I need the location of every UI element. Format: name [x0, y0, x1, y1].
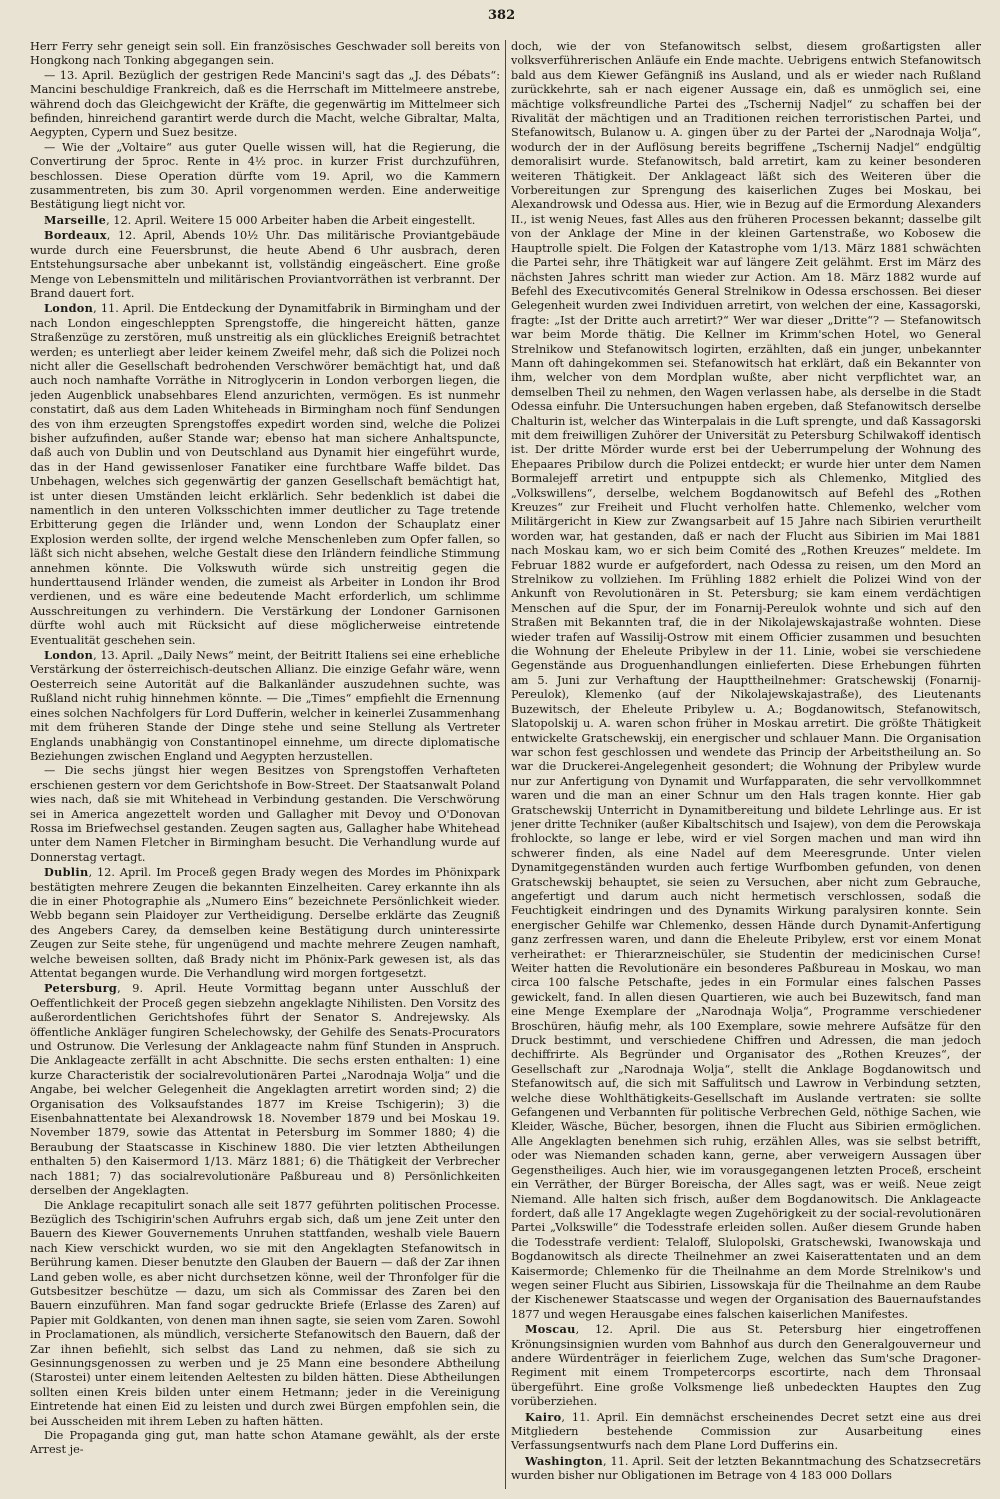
paragraph: Petersburg, 9. April. Heute Vormittag begann unter Ausschluß der Oeffentlichkeit der Proceß gegen siebzehn angeklagte Nihilisten. Den Vorsitz des außerordentlichen Gerichtshofes führt der Senator S. Andrejewsky. Als öffentliche Ankläger fungiren Schelechowsky, der Gehilfe des Senats-Procurators und Ostrunow. Die Verlesung der Anklageacte nahm fünf Stunden in Anspruch. Die Anklageacte zerfällt in acht Abschnitte. Die sechs ersten enthalten: 1) eine kurze Characteristik der socialrevolutionären Partei „Narodnaja Wolja“ und die Angabe, bei welcher Gelegenheit die Angeklagten arretirt worden sind; 2) die Organisation des Volksaufstandes 1877 im Kreise Tschigerin); 3) die Eisenbahnattentate bei Alexandrowsk 18. November 1879 und bei Moskau 19. November 1879, sowie das Attentat in Petersburg im Sommer 1880; 4) die Beraubung der Staatscasse in Kischinew 1880. Die vier letzten Abtheilungen enthalten 5) den Kaisermord 1/13. März 1881; 6) die Thätigkeit der Verbrecher nach 1881; 7) das socialrevolutionäre Paßbureau und 8) Persönlichkeiten derselben der Angeklagten.	[30, 981, 500, 1198]
dateline: Bordeaux	[44, 228, 107, 243]
dateline: London	[44, 648, 94, 663]
paragraph: Die Anklage recapitulirt sonach alle seit 1877 geführten politischen Processe. Bezüglich des Tschigirin'schen Aufruhrs ergab sich, daß um jene Zeit unter den Bauern des Kiewer Gouvernements Unruhen stattfanden, weshalb viele Bauern nach Kiew verschickt wurden, wo sie mit den Angeklagten Stefanowitsch in Berührung kamen. Dieser benutzte den Glauben der Bauern — daß der Zar ihnen Land geben wolle, es aber nicht durchsetzen könne, weil der Thronfolger für die Gutsbesitzer beschütze — dazu, um sich als Commissar des Zaren bei den Bauern einzuführen. Man fand sogar gedruckte Briefe (Erlasse des Zaren) auf Papier mit Goldkanten, von denen man ihnen sagte, sie seien vom Zaren. Sowohl in Proclamationen, als mündlich, versicherte Stefanowitsch den Bauern, daß der Zar ihnen befiehlt, sich selbst das Land zu nehmen, daß sie sich zu Gesinnungsgenossen zu werben und je 25 Mann eine besondere Abtheilung (Starostei) unter einem leitenden Aeltesten zu bilden hätten. Diese Abtheilungen sollten einen Kreis bilden unter einem Hetmann; jeder in die Vereinigung Eintretende hat einen Eid zu leisten und durch zwei Bürgen empfohlen sein, die bei Ausscheiden mit ihrem Leben zu haften hätten.	[30, 1198, 500, 1428]
paragraph: Washington, 11. April. Seit der letzten Bekanntmachung des Schatzsecretärs wurden bisher nur Obligationen im Betrage von 4 183 000 Dollars	[511, 1453, 981, 1483]
dateline: Marseille	[44, 212, 107, 227]
right-column	[511, 40, 981, 1489]
dateline: London	[44, 301, 94, 316]
left-column	[30, 40, 500, 1489]
paragraph: — Die sechs jüngst hier wegen Besitzes von Sprengstoffen Verhafteten erschienen gestern vor dem Gerichtshofe in Bow-Street. Der Staatsanwalt Poland wies nach, daß sie mit Whitehead in Verbindung gestanden. Die Verschwörung sei in America angezettelt worden und Gallagher mit Devoy und O'Donovan Rossa im Briefwechsel gestanden. Zeugen sagten aus, Gallagher habe Whitehead unter dem Namen Fletcher in Birmingham besucht. Die Verhandlung wurde auf Donnerstag vertagt.	[30, 764, 500, 864]
paragraph: Moscau, 12. April. Die aus St. Petersburg hier eingetroffenen Krönungsinsignien wurden vom Bahnhof aus durch den Generalgouverneur und andere Würdenträger in feierlichem Zuge, welchen das Sum'sche Dragoner-Regiment mit einem Trompetercorps escortirte, nach dem Thronsaal übergeführt. Eine große Volksmenge ließ unbedeckten Hauptes den Zug vorüberziehen.	[511, 1322, 981, 1409]
paragraph: Die Propaganda ging gut, man hatte schon Atamane gewählt, als der erste Arrest je-	[30, 1429, 500, 1457]
dateline: Kairo	[525, 1409, 562, 1424]
columns	[30, 40, 980, 1489]
paragraph: London, 13. April. „Daily News“ meint, der Beitritt Italiens sei eine erhebliche Verstärkung der österreichisch-deutschen Allianz. Die einzige Gefahr wäre, wenn Oesterreich seine Autorität auf die Balkanländer auszudehnen suchte, was Rußland nicht ruhig hinnehmen könnte. — Die „Times“ empfiehlt die Ernennung eines solchen Nachfolgers für Lord Dufferin, welcher in keinerlei Zusammenhang mit dem früheren Stande der Dinge stehe und seine Stellung als Vertreter Englands unabhängig von Constantinopel einnehme, um directe diplomatische Beziehungen zwischen England und Aegypten herzustellen.	[30, 648, 500, 763]
column-divider	[505, 40, 506, 1489]
dateline: Dublin	[44, 865, 89, 880]
paragraph: London, 11. April. Die Entdeckung der Dynamitfabrik in Birmingham und der nach London eingeschleppten Sprengstoffe, die hingereicht hätten, ganze Straßenzüge zu zerstören, muß unstreitig als ein glückliches Ereigniß betrachtet werden; es unterliegt aber leider keinem Zweifel mehr, daß sich die Polizei noch nicht aller die Gesellschaft bedrohenden Verschwörer bemächtigt hat, und daß auch noch namhafte Vorräthe in Nitroglycerin in London verborgen liegen, die jeden Augenblick unabsehbares Elend anzurichten, vermögen. Es ist nunmehr constatirt, daß aus dem Laden Whiteheads in Birmingham noch fünf Sendungen des von ihm erzeugten Sprengstoffes expedirt worden sind, welche die Polizei bisher aufzufinden, außer Stande war; ebenso hat man sichere Anhaltspuncte, daß auch von Dublin und von Deutschland aus Dynamit hier eingeführt wurde, das in der Hand gewissenloser Fanatiker eine furchtbare Waffe bildet. Das Unbehagen, welches sich gegenwärtig der ganzen Gesellschaft bemächtigt hat, ist unter diesen Umständen leicht erklärlich. Sehr bedenklich ist dabei die namentlich in den unteren Volksschichten immer deutlicher zu Tage tretende Erbitterung gegen die Irländer und, wenn London der Schauplatz einer Explosion werden sollte, der irgend welche Menschenleben zum Opfer fallen, so läßt sich nicht absehen, welche Gestalt diese den Irländern feindliche Stimmung annehmen könnte. Die Volkswuth würde sich unstreitig gegen die hunderttausend Irländer wenden, die zumeist als Arbeiter in London ihr Brod verdienen, und es wäre eine bedeutende Macht erforderlich, um schlimme Ausschreitungen zu verhindern. Die Verstärkung der Londoner Garnisonen dürfte wohl auch mit Rücksicht auf diese möglicherweise eintretende Eventualität geschehen sein.	[30, 301, 500, 647]
dateline: Washington	[525, 1453, 603, 1468]
paragraph: — 13. April. Bezüglich der gestrigen Rede Mancini's sagt das „J. des Débats“: Mancini beschuldige Frankreich, daß es die Herrschaft im Mittelmeere anstrebe, während doch das Gleichgewicht der Kräfte, die gegenwärtig im Mittelmeer sich befinden, hinreichend garantirt werde durch die Macht, welche Gibraltar, Malta, Aegypten, Cypern und Suez besitze.	[30, 68, 500, 140]
paragraph: Dublin, 12. April. Im Proceß gegen Brady wegen des Mordes im Phönixpark bestätigten mehrere Zeugen die bekannten Einzelheiten. Carey erkannte ihn als die in einer Photographie als „Numero Eins“ bezeichnete Persönlichkeit wieder. Webb begann sein Plaidoyer zur Vertheidigung. Derselbe erklärte das Zeugniß des Angebers Carey, da demselben keine Bestätigung durch uninteressirte Zeugen zur Seite stehe, für ungenügend und machte mehrere Zeugen namhaft, welche beweisen sollten, daß Brady nicht im Phönix-Park gewesen ist, als das Attentat begangen wurde. Die Verhandlung wird morgen fortgesetzt.	[30, 865, 500, 980]
dateline: Petersburg	[44, 981, 118, 996]
paragraph: doch, wie der von Stefanowitsch selbst, diesem großartigsten aller volksverführerischen Anläufe ein Ende machte. Uebrigens entwich Stefanowitsch bald aus dem Kiewer Gefängniß ins Ausland, und als er wieder nach Rußland zurückkehrte, sah er nach eigener Aussage ein, daß es unmöglich sei, eine mächtige volksfreundliche Partei des „Tschernij Nadjel“ zu schaffen bei der Rivalität der mächtigen und an Traditionen reichen terroristischen Partei, und Stefanowitsch, Bulanow u. A. gingen über zu der Partei der „Narodnaja Wolja“, wodurch der in der Auflösung bereits begriffene „Tschernij Nadjel“ endgültig demoralisirt wurde. Stefanowitsch, bald arretirt, kam zu keiner besonderen weiteren Thätigkeit. Der Anklageact läßt sich des Weiteren über die Vorbereitungen zur Sprengung des kaiserlichen Zuges bei Moskau, bei Alexandrowsk und Odessa aus. Hier, wie in Bezug auf die Ermordung Alexanders II., ist wenig Neues, fast Alles aus den früheren Processen bekannt; dasselbe gilt von der Anklage der Mine in der kleinen Gartenstraße, wo Kobosew die Hauptrolle spielt. Die Folgen der Katastrophe vom 1/13. März 1881 schwächten die Partei sehr, ihre Thätigkeit war auf längere Zeit gelähmt. Erst im März des nächsten Jahres schritt man wieder zur Action. Am 18. März 1882 wurde auf Befehl des Executivcomités General Strelnikow in Odessa erschossen. Bei dieser Gelegenheit wurden zwei Individuen arretirt, von welchen der eine, Kassagorski, fragte: „Ist der Dritte auch arretirt?“ Wer war dieser „Dritte“? — Stefanowitsch war beim Morde thätig. Die Kellner im Krimm'schen Hotel, wo General Strelnikow und Stefanowitsch logirten, erzählten, daß ein junger, unbekannter Mann oft dahingekommen sei. Stefanowitsch hat erklärt, daß ein Bekannter von ihm, welcher von dem Mordplan wußte, aber nicht verpflichtet war, an demselben Theil zu nehmen, den Wagen verlassen habe, als derselbe in die Stadt Odessa einfuhr. Die Untersuchungen haben ergeben, daß Stefanowitsch derselbe Chalturin ist, welcher das Winterpalais in die Luft sprengte, und daß Kassagorski mit dem freiwilligen Zuhörer der Universität zu Petersburg Schilwakoff identisch ist. Der dritte Mörder wurde erst bei der Ueberrumpelung der Wohnung des Ehepaares Pribilow durch die Polizei entdeckt; er wurde hier unter dem Namen Bormalejeff arretirt und entpuppte sich als Chlemenko, Mitglied des „Volkswillens“, derselbe, welchem Bogdanowitsch auf Befehl des „Rothen Kreuzes“ zur Freiheit und Flucht verholfen hatte. Chlemenko, welcher vom Militärgericht in Kiew zur Zwangsarbeit auf 15 Jahre nach Sibirien verurtheilt worden war, hat gestanden, daß er nach der Flucht aus Sibirien im Mai 1881 nach Moskau kam, wo er sich beim Comité des „Rothen Kreuzes“ meldete. Im Februar 1882 wurde er aufgefordert, nach Odessa zu reisen, um den Mord an Strelnikow zu vollziehen. Im Frühling 1882 erhielt die Polizei Wind von der Ankunft von Revolutionären in St. Petersburg; sie kam einem verdächtigen Menschen auf die Spur, der im Fonarnij-Pereulok wohnte und sich auf den Straßen mit Bekannten traf, die in der Nikolajewskajastraße wohnten. Diese wieder trafen auf Wassilij-Ostrow mit einem Officier zusammen und besuchten die Wohnung der Eheleute Pribylew in der 11. Linie, wobei sie verschiedene Gegenstände aus Droguenhandlungen einlieferten. Diese Erhebungen führten am 5. Juni zur Verhaftung der Haupttheilnehmer: Gratschewskij (Fonarnij-Pereulok), Klemenko (auf der Nikolajewskajastraße), des Lieutenants Buzewitsch, der Eheleute Pribylew u. A.; Bogdanowitsch, Stefanowitsch, Slatopolskij u. A. waren schon früher in Moskau arretirt. Die größte Thätigkeit entwickelte Gratschewskij, ein energischer und schlauer Mann. Die Organisation war schon fest geschlossen und wendete das Princip der Arbeitstheilung an. So war die Druckerei-Angelegenheit gesondert; die Wohnung der Pribylew wurde nur zur Anfertigung von Dynamit und Wurfapparaten, die sehr vervollkommnet waren und die man an einer Schnur um den Hals tragen konnte. Hier gab Gratschewskij Unterricht in Dynamitbereitung und bildete Lehrlinge aus. Er ist jener dritte Techniker (außer Kibaltschitsch und Isajew), von dem die Perowskaja frohlockte, so lange er lebe, wird er viel Sorgen machen und man wird ihn schwerer finden, als eine Nadel auf dem Meeresgrunde. Unter vielen Dynamitgegenständen wurden auch fertige Wurfbomben gefunden, von denen Gratschewskij behauptet, sie seien zu Versuchen, aber nicht zum Gebrauche, angefertigt und darum auch nicht hermetisch verschlossen, sodaß die Feuchtigkeit eindringen und des Dynamits Wirkung paralysiren konnte. Sein energischer Gehilfe war Chlemenko, dessen Hände durch Dynamit-Anfertigung ganz zerfressen waren, und dann die Eheleute Pribylew, erst vor einem Monat verheirathet: er Thierarzneischüler, sie Studentin der medicinischen Curse! Weiter hatten die Revolutionäre ein besonderes Paßbureau in Moskau, wo man circa 100 falsche Petschafte, jedes in ein Formular eines falschen Passes gewickelt, fand. In allen diesen Quartieren, wie auch bei Buzewitsch, fand man eine Menge Exemplare der „Narodnaja Wolja“, Programme verschiedener Broschüren, häufig mehr, als 100 Exemplare, sowie mehrere Aufsätze für den Druck bestimmt, und verschiedene Chiffren und Adressen, die man jedoch dechiffrirte. Als Begründer und Organisator des „Rothen Kreuzes“, der Gesellschaft zur „Narodnaja Wolja“, stellt die Anklage Bogdanowitsch und Stefanowitsch auf, die sich mit Saffulitsch und Lawrow in Verbindung setzten, welche diese Wohlthätigkeits-Gesellschaft im Auslande vertraten: sie sollte Gefangenen und Verbannten für politische Verbrechen Geld, nöthige Sachen, wie Kleider, Wäsche, Bücher, besorgen, ihnen die Flucht aus Sibirien ermöglichen. Alle Angeklagten benehmen sich ruhig, erzählen Alles, was sie selbst betrifft, oder was Niemanden schaden kann, gerne, aber verweigern Aussagen über Gegenstheiliges. Auch hier, wie im vorausgegangenen letzten Proceß, erscheint ein Verräther, der Bürger Boreischa, der Alles sagt, was er weiß. Neue zeigt Niemand. Alle halten sich frisch, außer dem Bogdanowitsch. Die Anklageacte fordert, daß alle 17 Angeklagte wegen Zugehörigkeit zu der social-revolutionären Partei „Volkswille“ die Todesstrafe erleiden sollen. Außer diesem Grunde haben die Todesstrafe verdient: Telaloff, Slulopolski, Gratschewski, Iwanowskaja und Bogdanowitsch als directe Theilnehmer an zwei Kaiserattentaten und an dem Kaisermorde; Chlemenko für die Theilnahme an dem Morde Strelnikow's und wegen seiner Flucht aus Sibirien, Lissowskaja für die Theilnahme an dem Raube der Kischenewer Staatscasse und wegen der Organisation des Bauernaufstandes 1877 und wegen Herausgabe eines falschen kaiserlichen Manifestes.	[511, 40, 981, 1321]
paragraph: Marseille, 12. April. Weitere 15 000 Arbeiter haben die Arbeit eingestellt.	[44, 212, 476, 227]
page-number: 382	[488, 8, 516, 23]
paragraph: Bordeaux, 12. April, Abends 10½ Uhr. Das militärische Proviantgebäude wurde durch eine Feuersbrunst, die heute Abend 6 Uhr ausbrach, deren Entstehungsursache aber unbekannt ist, vollständig eingeäschert. Eine große Menge von Lebensmitteln und militärischen Proviantvorräthen ist verbrannt. Der Brand dauert fort.	[30, 228, 500, 300]
paragraph: Herr Ferry sehr geneigt sein soll. Ein französisches Geschwader soll bereits von Hongkong nach Tonking abgegangen sein.	[30, 40, 500, 68]
paragraph: — Wie der „Voltaire“ aus guter Quelle wissen will, hat die Regierung, die Convertirung der 5proc. Rente in 4½ proc. in kurzer Frist durchzuführen, beschlossen. Diese Operation dürfte vom 19. April, wo die Kammern zusammentreten, bis zum 30. April vorgenommen werden. Eine anderweitige Bestätigung liegt nicht vor.	[30, 140, 500, 212]
paragraph: Kairo, 11. April. Ein demnächst erscheinendes Decret setzt eine aus drei Mitgliedern bestehende Commission zur Ausarbeitung eines Verfassungsentwurfs nach dem Plane Lord Dufferins ein.	[511, 1409, 981, 1453]
dateline: Moscau	[525, 1322, 576, 1337]
